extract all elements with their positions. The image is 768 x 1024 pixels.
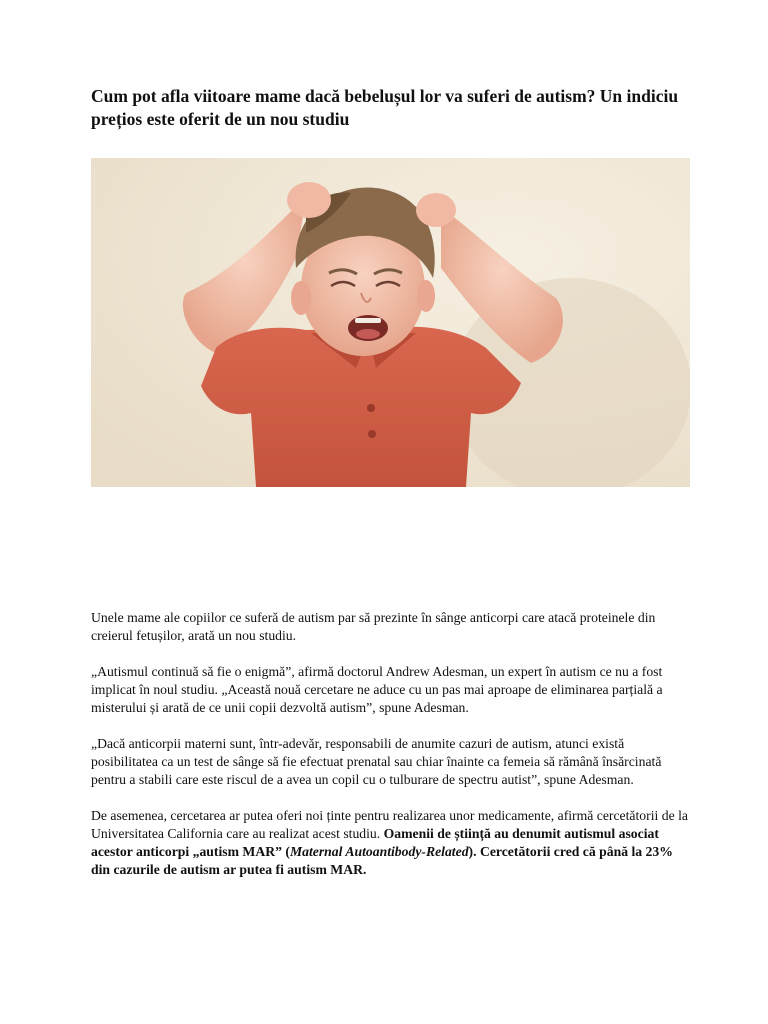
paragraph: Unele mame ale copiilor ce suferă de autism par să prezinte în sânge anticorpi care atacă proteinele din creierul fetușilor, arată un nou studiu. <box>91 610 656 643</box>
bold-text: Oamenii de știință au denumit autismul asociat acestor anticorpi „autism MAR” ( <box>91 826 659 859</box>
photo-child-crying-icon <box>91 158 690 487</box>
article-title: Cum pot afla viitoare mame dacă bebelușul lor va suferi de autism? Un indiciu prețios este oferit de un nou studiu <box>91 86 679 129</box>
bold-text: ). Cercetătorii cred că până la 23% din cazurile de autism ar putea fi autism MAR. <box>91 844 673 877</box>
bold-italic-text: Maternal Autoantibody-Related <box>289 844 469 859</box>
paragraph: „Dacă anticorpii materni sunt, într-adevăr, responsabili de anumite cazuri de autism, atunci există posibilitatea ca un test de sânge să fie efectuat prenatal sau chiar înainte ca femeia să rămână însărcinată pentru a stabili care este riscul de a avea un copil cu o tulburare de spectru autist”, spune Adesman. <box>91 736 662 787</box>
paragraph-text: De asemenea, cercetarea ar putea oferi noi ținte pentru realizarea unor medicamente, afirmă cercetătorii de la Universitatea California care au realizat acest studiu. <box>91 808 688 841</box>
paragraph: „Autismul continuă să fie o enigmă”, afirmă doctorul Andrew Adesman, un expert în autism ce nu a fost implicat în noul studiu. „Această nouă cercetare ne aduce cu un pas mai aproape de eliminarea parțială a misterului și arată de ce unii copii dezvoltă autism”, spune Adesman. <box>91 664 663 715</box>
article-body <box>91 609 691 897</box>
article-photo <box>91 158 690 487</box>
paragraph-last <box>91 807 691 879</box>
